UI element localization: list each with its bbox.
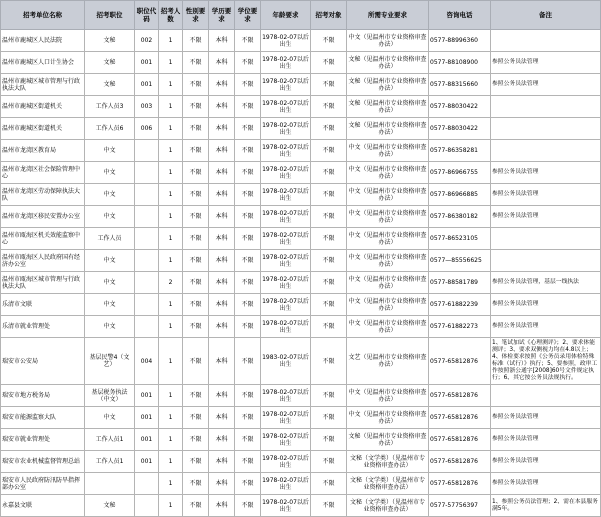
cell-gender: 不限 <box>183 162 209 184</box>
header-education: 学历要求 <box>209 1 235 30</box>
cell-degree: 不限 <box>235 184 261 206</box>
table-row <box>1 407 601 429</box>
header-code: 职位代码 <box>135 1 159 30</box>
cell-position: 工作人员 <box>85 228 135 250</box>
cell-target: 不限 <box>311 250 347 272</box>
cell-position: 中文 <box>85 316 135 338</box>
cell-position: 工作人员1 <box>85 429 135 451</box>
cell-education: 本科 <box>209 385 235 407</box>
cell-age: 1978-02-07以后出生 <box>261 228 311 250</box>
cell-count: 2 <box>159 272 183 294</box>
cell-gender: 不限 <box>183 338 209 385</box>
cell-education: 本科 <box>209 30 235 52</box>
cell-phone: 0577—85556625 <box>429 250 491 272</box>
cell-unit: 温州市龙湾区社会保险管理中心 <box>1 162 85 184</box>
cell-target: 不限 <box>311 162 347 184</box>
cell-count: 1 <box>159 162 183 184</box>
cell-major: 中文（见温州市专业资格审查办法） <box>347 184 429 206</box>
cell-unit: 瑞安市农业机械监督管理总站 <box>1 451 85 473</box>
cell-code <box>135 294 159 316</box>
cell-unit: 温州市龙湾区教育局 <box>1 140 85 162</box>
cell-target: 不限 <box>311 407 347 429</box>
header-phone: 咨询电话 <box>429 1 491 30</box>
cell-education: 本科 <box>209 429 235 451</box>
cell-major: 文秘（见温州市专业资格审查办法） <box>347 96 429 118</box>
cell-note <box>491 96 601 118</box>
header-note: 备注 <box>491 1 601 30</box>
table-row <box>1 316 601 338</box>
cell-gender: 不限 <box>183 451 209 473</box>
table-row <box>1 74 601 96</box>
cell-count: 1 <box>159 184 183 206</box>
table-row <box>1 495 601 517</box>
cell-degree: 不限 <box>235 250 261 272</box>
cell-gender: 不限 <box>183 272 209 294</box>
cell-count: 1 <box>159 250 183 272</box>
header-unit: 招考单位名称 <box>1 1 85 30</box>
cell-note <box>491 250 601 272</box>
table-row <box>1 52 601 74</box>
cell-count: 1 <box>159 118 183 140</box>
cell-target: 不限 <box>311 272 347 294</box>
header-count: 招考人数 <box>159 1 183 30</box>
cell-education: 本科 <box>209 407 235 429</box>
cell-unit: 温州市瓯海区机关效能监察中心 <box>1 228 85 250</box>
cell-count: 1 <box>159 74 183 96</box>
cell-degree: 不限 <box>235 228 261 250</box>
cell-education: 本科 <box>209 294 235 316</box>
cell-major: 文秘（文学类）（见温州市专业资格审查办法） <box>347 473 429 495</box>
cell-position: 中文 <box>85 184 135 206</box>
cell-education: 本科 <box>209 451 235 473</box>
cell-unit: 瑞安市能源监察大队 <box>1 407 85 429</box>
cell-unit: 温州市鹿城区人口计生协会 <box>1 52 85 74</box>
cell-education: 本科 <box>209 473 235 495</box>
cell-count: 1 <box>159 228 183 250</box>
cell-unit: 温州市鹿城区街道机关 <box>1 118 85 140</box>
cell-code: 001 <box>135 407 159 429</box>
cell-count: 1 <box>159 385 183 407</box>
cell-target: 不限 <box>311 74 347 96</box>
cell-age: 1978-02-07以后出生 <box>261 52 311 74</box>
cell-gender: 不限 <box>183 385 209 407</box>
cell-note <box>491 118 601 140</box>
header-gender: 性别要求 <box>183 1 209 30</box>
cell-age: 1978-02-07以后出生 <box>261 184 311 206</box>
cell-phone: 0577-88581789 <box>429 272 491 294</box>
cell-code: 001 <box>135 451 159 473</box>
cell-major: 中文（见温州市专业资格审查办法） <box>347 385 429 407</box>
cell-age: 1983-02-07以后出生 <box>261 338 311 385</box>
table-row <box>1 206 601 228</box>
cell-target: 不限 <box>311 206 347 228</box>
cell-phone: 0577-88315660 <box>429 74 491 96</box>
cell-unit: 温州市龙湾区移民安置办公室 <box>1 206 85 228</box>
cell-position: 文秘 <box>85 52 135 74</box>
cell-major: 中文（见温州市专业资格审查办法） <box>347 140 429 162</box>
cell-major: 中文（见温州市专业资格审查办法） <box>347 250 429 272</box>
cell-age: 1978-02-07以后出生 <box>261 74 311 96</box>
cell-code <box>135 473 159 495</box>
cell-major: 中文（见温州市专业资格审查办法） <box>347 30 429 52</box>
cell-major: 中文（见温州市专业资格审查办法） <box>347 272 429 294</box>
cell-phone: 0577-65812876 <box>429 385 491 407</box>
cell-count: 1 <box>159 52 183 74</box>
cell-code <box>135 228 159 250</box>
cell-degree: 不限 <box>235 30 261 52</box>
cell-education: 本科 <box>209 96 235 118</box>
cell-major: 文秘（文学类）（见温州市专业资格审查办法） <box>347 451 429 473</box>
cell-position: 中文 <box>85 407 135 429</box>
cell-education: 本科 <box>209 250 235 272</box>
cell-age: 1978-02-07以后出生 <box>261 495 311 517</box>
header-position: 招考职位 <box>85 1 135 30</box>
cell-note: 1、参照公务员法管理；2、需在本县服务满5年。 <box>491 495 601 517</box>
cell-target: 不限 <box>311 385 347 407</box>
cell-count: 1 <box>159 338 183 385</box>
cell-position: 中文 <box>85 294 135 316</box>
cell-count: 1 <box>159 294 183 316</box>
cell-target: 不限 <box>311 140 347 162</box>
cell-gender: 不限 <box>183 96 209 118</box>
cell-degree: 不限 <box>235 52 261 74</box>
cell-age: 1978-02-07以后出生 <box>261 250 311 272</box>
cell-count: 1 <box>159 495 183 517</box>
cell-target: 不限 <box>311 338 347 385</box>
cell-unit: 温州市瓯海区人民政府国有经济办公室 <box>1 250 85 272</box>
cell-unit: 瑞安市公安局 <box>1 338 85 385</box>
cell-phone: 0577-65812876 <box>429 407 491 429</box>
cell-phone: 0577-61882239 <box>429 294 491 316</box>
cell-note: 参照公务员法管理 <box>491 162 601 184</box>
cell-code: 004 <box>135 338 159 385</box>
cell-unit: 温州市瓯海区城市管理与行政执法大队 <box>1 272 85 294</box>
cell-gender: 不限 <box>183 30 209 52</box>
table-row <box>1 338 601 385</box>
cell-phone: 0577-86966755 <box>429 162 491 184</box>
cell-position: 中文 <box>85 140 135 162</box>
cell-degree: 不限 <box>235 140 261 162</box>
cell-age: 1978-02-07以后出生 <box>261 272 311 294</box>
cell-gender: 不限 <box>183 250 209 272</box>
cell-education: 本科 <box>209 316 235 338</box>
cell-code: 001 <box>135 429 159 451</box>
cell-code <box>135 184 159 206</box>
header-age: 年龄要求 <box>261 1 311 30</box>
cell-note: 参照公务员法管理 <box>491 473 601 495</box>
table-row <box>1 272 601 294</box>
cell-major: 中文（见温州市专业资格审查办法） <box>347 316 429 338</box>
cell-note <box>491 228 601 250</box>
cell-phone: 0577-57756397 <box>429 495 491 517</box>
cell-target: 不限 <box>311 30 347 52</box>
cell-note <box>491 30 601 52</box>
cell-phone: 0577-65812876 <box>429 429 491 451</box>
cell-position <box>85 473 135 495</box>
cell-position: 文秘 <box>85 495 135 517</box>
cell-age: 1978-02-07以后出生 <box>261 140 311 162</box>
cell-code <box>135 250 159 272</box>
cell-count: 1 <box>159 316 183 338</box>
cell-gender: 不限 <box>183 407 209 429</box>
cell-target: 不限 <box>311 316 347 338</box>
header-row <box>1 1 601 30</box>
cell-major: 中文（见温州市专业资格审查办法） <box>347 228 429 250</box>
cell-note: 参照公务员法管理 <box>491 294 601 316</box>
cell-major: 文秘（见温州市专业资格审查办法） <box>347 118 429 140</box>
table-row <box>1 429 601 451</box>
cell-target: 不限 <box>311 429 347 451</box>
cell-unit: 永嘉县文联 <box>1 495 85 517</box>
cell-position: 中文 <box>85 162 135 184</box>
cell-phone: 0577-86966885 <box>429 184 491 206</box>
cell-major: 中文（见温州市专业资格审查办法） <box>347 206 429 228</box>
cell-target: 不限 <box>311 294 347 316</box>
cell-age: 1978-02-07以后出生 <box>261 407 311 429</box>
cell-gender: 不限 <box>183 118 209 140</box>
cell-note <box>491 385 601 407</box>
table-row <box>1 96 601 118</box>
cell-target: 不限 <box>311 52 347 74</box>
cell-position: 工作人员6 <box>85 118 135 140</box>
cell-gender: 不限 <box>183 140 209 162</box>
cell-unit: 温州市鹿城区人民法院 <box>1 30 85 52</box>
cell-degree: 不限 <box>235 407 261 429</box>
cell-gender: 不限 <box>183 52 209 74</box>
cell-code: 001 <box>135 74 159 96</box>
cell-degree: 不限 <box>235 118 261 140</box>
table-row <box>1 140 601 162</box>
cell-position: 基层税务执法（中文） <box>85 385 135 407</box>
cell-phone: 0577-61882273 <box>429 316 491 338</box>
cell-unit: 温州市鹿城区城市管理与行政执法大队 <box>1 74 85 96</box>
cell-degree: 不限 <box>235 294 261 316</box>
table-row <box>1 451 601 473</box>
cell-unit: 温州市龙湾区劳动保障执法大队 <box>1 184 85 206</box>
cell-position: 基层民警4（文艺） <box>85 338 135 385</box>
cell-code: 001 <box>135 385 159 407</box>
cell-count: 1 <box>159 451 183 473</box>
table-row <box>1 385 601 407</box>
cell-code <box>135 140 159 162</box>
cell-phone: 0577-88996360 <box>429 30 491 52</box>
cell-education: 本科 <box>209 272 235 294</box>
table-row <box>1 294 601 316</box>
cell-note: 参照公务员法管理 <box>491 407 601 429</box>
cell-gender: 不限 <box>183 473 209 495</box>
cell-major: 中文（见温州市专业资格审查办法） <box>347 162 429 184</box>
cell-degree: 不限 <box>235 206 261 228</box>
cell-gender: 不限 <box>183 184 209 206</box>
cell-education: 本科 <box>209 338 235 385</box>
cell-age: 1978-02-07以后出生 <box>261 316 311 338</box>
cell-code <box>135 206 159 228</box>
table-row <box>1 30 601 52</box>
cell-education: 本科 <box>209 118 235 140</box>
cell-phone: 0577-88108900 <box>429 52 491 74</box>
cell-target: 不限 <box>311 473 347 495</box>
cell-note: 1、笔试加试《心理测评》；2、要求体能测评；3、要求双侧视力均在4.8以上；4、体检要求按照《公务员录用体检特殊标准（试行）》执行；5、要参照，政审工作按照浙公通字[2008]60号文件规定执行；6、其它按公务员法规执行。 <box>491 338 601 385</box>
cell-degree: 不限 <box>235 338 261 385</box>
cell-age: 1978-02-07以后出生 <box>261 30 311 52</box>
table-row <box>1 184 601 206</box>
cell-position: 工作人员1 <box>85 451 135 473</box>
cell-count: 1 <box>159 206 183 228</box>
cell-phone: 0577-65812876 <box>429 473 491 495</box>
cell-education: 本科 <box>209 206 235 228</box>
cell-education: 本科 <box>209 74 235 96</box>
cell-education: 本科 <box>209 52 235 74</box>
cell-count: 1 <box>159 407 183 429</box>
cell-degree: 不限 <box>235 162 261 184</box>
cell-target: 不限 <box>311 118 347 140</box>
cell-education: 本科 <box>209 184 235 206</box>
cell-age: 1978-02-07以后出生 <box>261 473 311 495</box>
cell-age: 1978-02-07以后出生 <box>261 429 311 451</box>
cell-unit: 温州市鹿城区街道机关 <box>1 96 85 118</box>
cell-gender: 不限 <box>183 316 209 338</box>
cell-code <box>135 162 159 184</box>
cell-major: 文秘（见温州市专业资格审查办法） <box>347 429 429 451</box>
cell-position: 中文 <box>85 206 135 228</box>
cell-phone: 0577-86523105 <box>429 228 491 250</box>
cell-code: 003 <box>135 96 159 118</box>
cell-note: 参照公务员法管理 <box>491 206 601 228</box>
cell-code: 001 <box>135 52 159 74</box>
table-row <box>1 250 601 272</box>
cell-count: 1 <box>159 96 183 118</box>
cell-gender: 不限 <box>183 228 209 250</box>
cell-gender: 不限 <box>183 429 209 451</box>
cell-position: 中文 <box>85 250 135 272</box>
cell-code: 006 <box>135 118 159 140</box>
cell-note: 参照公务员法管理 <box>491 316 601 338</box>
cell-education: 本科 <box>209 162 235 184</box>
cell-age: 1978-02-07以后出生 <box>261 162 311 184</box>
cell-note <box>491 140 601 162</box>
cell-degree: 不限 <box>235 316 261 338</box>
table-row <box>1 162 601 184</box>
cell-unit: 瑞安市地方税务局 <box>1 385 85 407</box>
cell-education: 本科 <box>209 495 235 517</box>
cell-count: 1 <box>159 30 183 52</box>
cell-position: 文秘 <box>85 74 135 96</box>
cell-degree: 不限 <box>235 74 261 96</box>
cell-target: 不限 <box>311 228 347 250</box>
cell-target: 不限 <box>311 451 347 473</box>
cell-age: 1978-02-07以后出生 <box>261 294 311 316</box>
cell-code <box>135 495 159 517</box>
cell-degree: 不限 <box>235 385 261 407</box>
cell-gender: 不限 <box>183 206 209 228</box>
cell-code <box>135 272 159 294</box>
cell-code: 002 <box>135 30 159 52</box>
cell-education: 本科 <box>209 228 235 250</box>
cell-phone: 0577-65812876 <box>429 451 491 473</box>
cell-position: 中文 <box>85 272 135 294</box>
cell-note: 参照公务员法管理 <box>491 52 601 74</box>
cell-education: 本科 <box>209 140 235 162</box>
cell-target: 不限 <box>311 495 347 517</box>
cell-note: 参照公务员法管理 <box>491 74 601 96</box>
cell-degree: 不限 <box>235 451 261 473</box>
cell-major: 中文（见温州市专业资格审查办法） <box>347 294 429 316</box>
cell-major: 文秘（见温州市专业资格审查办法） <box>347 52 429 74</box>
table-row <box>1 118 601 140</box>
table-row <box>1 473 601 495</box>
cell-degree: 不限 <box>235 495 261 517</box>
cell-age: 1978-02-07以后出生 <box>261 451 311 473</box>
cell-note: 参照公务员法管理 <box>491 429 601 451</box>
cell-note: 参照公务员法管理，基层一线执法 <box>491 272 601 294</box>
cell-degree: 不限 <box>235 96 261 118</box>
cell-unit: 乐清市就业管理处 <box>1 316 85 338</box>
cell-age: 1978-02-07以后出生 <box>261 96 311 118</box>
cell-phone: 0577-88030422 <box>429 118 491 140</box>
cell-unit: 乐清市文联 <box>1 294 85 316</box>
cell-count: 1 <box>159 140 183 162</box>
cell-note: 参照公务员法管理 <box>491 184 601 206</box>
cell-major: 文秘（见温州市专业资格审查办法） <box>347 74 429 96</box>
cell-major: 文艺（见温州市专业资格审查办法） <box>347 338 429 385</box>
cell-phone: 0577-65812876 <box>429 338 491 385</box>
cell-major: 中文（见温州市专业资格审查办法） <box>347 407 429 429</box>
cell-phone: 0577-88030422 <box>429 96 491 118</box>
cell-position: 文秘 <box>85 30 135 52</box>
cell-phone: 0577-86358281 <box>429 140 491 162</box>
table-row <box>1 228 601 250</box>
cell-count: 1 <box>159 473 183 495</box>
cell-gender: 不限 <box>183 74 209 96</box>
header-target: 招考对象 <box>311 1 347 30</box>
header-major: 所需专业要求 <box>347 1 429 30</box>
cell-major: 文秘（文学类）（见温州市专业资格审查办法） <box>347 495 429 517</box>
cell-degree: 不限 <box>235 473 261 495</box>
cell-position: 工作人员3 <box>85 96 135 118</box>
cell-degree: 不限 <box>235 272 261 294</box>
cell-target: 不限 <box>311 96 347 118</box>
cell-code <box>135 316 159 338</box>
cell-gender: 不限 <box>183 495 209 517</box>
header-degree: 学位要求 <box>235 1 261 30</box>
cell-target: 不限 <box>311 184 347 206</box>
cell-unit: 瑞安市人民政府防汛防旱指挥部办公室 <box>1 473 85 495</box>
cell-gender: 不限 <box>183 294 209 316</box>
cell-degree: 不限 <box>235 429 261 451</box>
cell-count: 1 <box>159 429 183 451</box>
cell-phone: 0577-86380182 <box>429 206 491 228</box>
cell-age: 1978-02-07以后出生 <box>261 118 311 140</box>
cell-age: 1978-02-07以后出生 <box>261 206 311 228</box>
cell-note: 参照公务员法管理 <box>491 451 601 473</box>
cell-unit: 瑞安市就业管理处 <box>1 429 85 451</box>
cell-age: 1978-02-07以后出生 <box>261 385 311 407</box>
